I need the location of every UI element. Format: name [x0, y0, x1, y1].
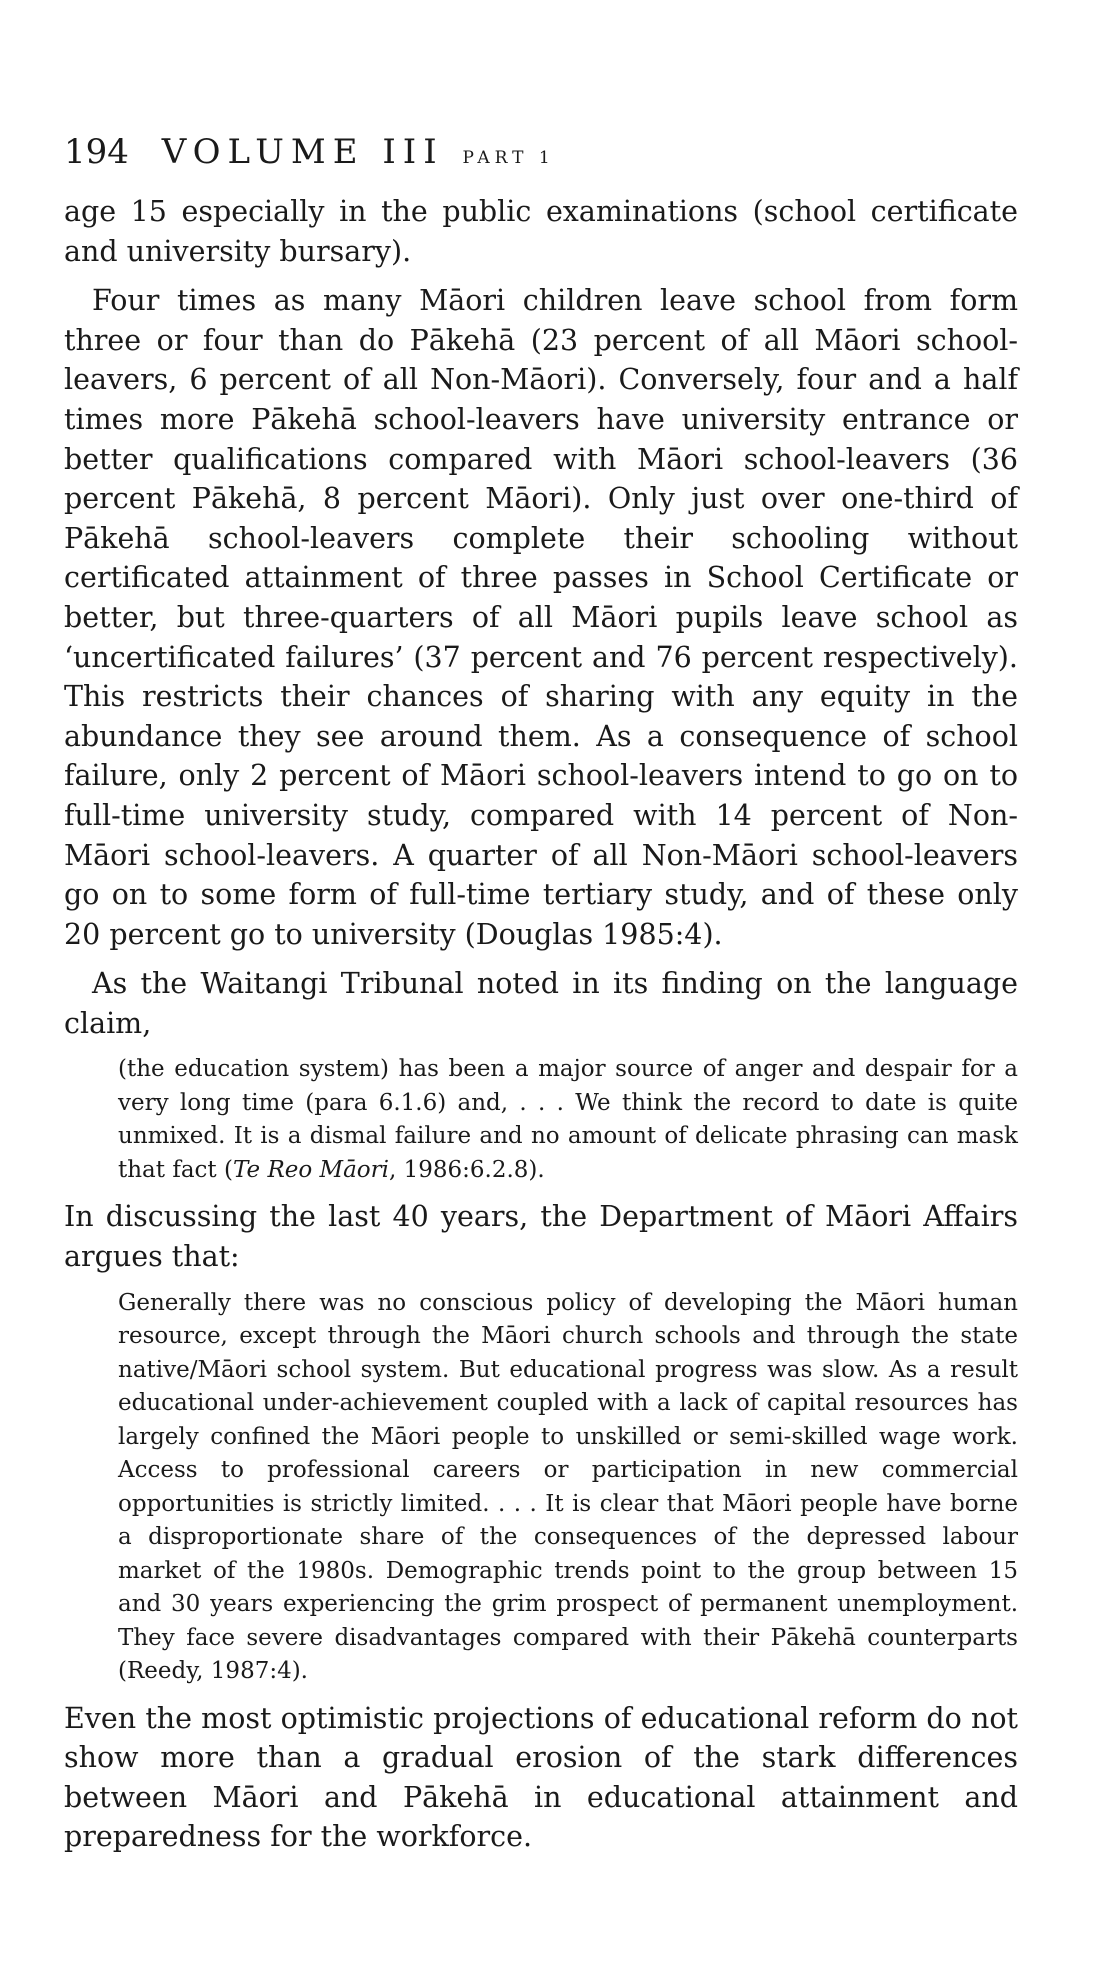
page-number: 194	[64, 132, 129, 172]
paragraph-tribunal-intro: As the Waitangi Tribunal noted in its finding on the language claim,	[64, 967, 1018, 1040]
block-quote-reedy: Generally there was no conscious policy of developing the Māori human resource, except through the Māori church schools and through the state native/Māori school system. But educational progress was slow. As a result educational under-achievement coupled with a lack of capital resources has largely confined the Māori people to unskilled or semi-skilled wage work. Access to professional careers or participation in new commercial opportunities is strictly limited. . . . It is clear that Māori people have borne a disproportionate share of the consequences of the depressed labour market of the 1980s. Demographic trends point to the group between 15 and 30 years experiencing the grim prospect of permanent unemployment. They face severe disadvantages compared with their Pākehā counterparts (Reedy, 1987:4).	[118, 1289, 1018, 1685]
paragraph-continued: age 15 especially in the public examinations (school certificate and university bursary).	[64, 195, 1018, 268]
quote-text: (the education system) has been a major source of anger and despair for a very long time (para 6.1.6) and, . . . We think the record to date is quite unmixed. It is a dismal failure and no amount of delicate phrasing can mask that fact (	[118, 1056, 1018, 1183]
volume-label: VOLUME III	[161, 132, 444, 172]
running-head	[64, 132, 555, 172]
paragraph-conclusion: Even the most optimistic projections of educational reform do not show more than a gradual erosion of the stark differences between Māori and Pākehā in educational attainment and preparedness for the workforce.	[64, 1701, 1018, 1854]
quote-cite-title: Te Reo Māori	[232, 1156, 389, 1183]
paragraph-department-intro: In discussing the last 40 years, the Department of Māori Affairs argues that:	[64, 1200, 1018, 1274]
block-quote-tribunal	[118, 1053, 1018, 1187]
body-text	[64, 192, 1018, 1857]
part-label: PART 1	[462, 148, 555, 168]
quote-cite-rest: , 1986:6.2.8).	[389, 1156, 545, 1183]
paragraph-school-leavers: Four times as many Māori children leave school from form three or four than do Pākehā (23 percent of all Māori school-leavers, 6 percent of all Non-Māori). Conversely, four and a half times more Pākehā school-leavers have university entrance or better qualifications compared with Māori school-leavers (36 percent Pākehā, 8 percent Māori). Only just over one-third of Pākehā school-leavers complete their schooling without certificated attainment of three passes in School Certificate or better, but three-quarters of all Māori pupils leave school as ‘uncertificated failures’ (37 percent and 76 percent respectively). This restricts their chances of sharing with any equity in the abundance they see around them. As a consequence of school failure, only 2 percent of Māori school-leavers intend to go on to full-time university study, compared with 14 percent of Non-Māori school-leavers. A quarter of all Non-Māori school-leavers go on to some form of full-time tertiary study, and of these only 20 percent go to university (Douglas 1985:4).	[64, 284, 1018, 951]
